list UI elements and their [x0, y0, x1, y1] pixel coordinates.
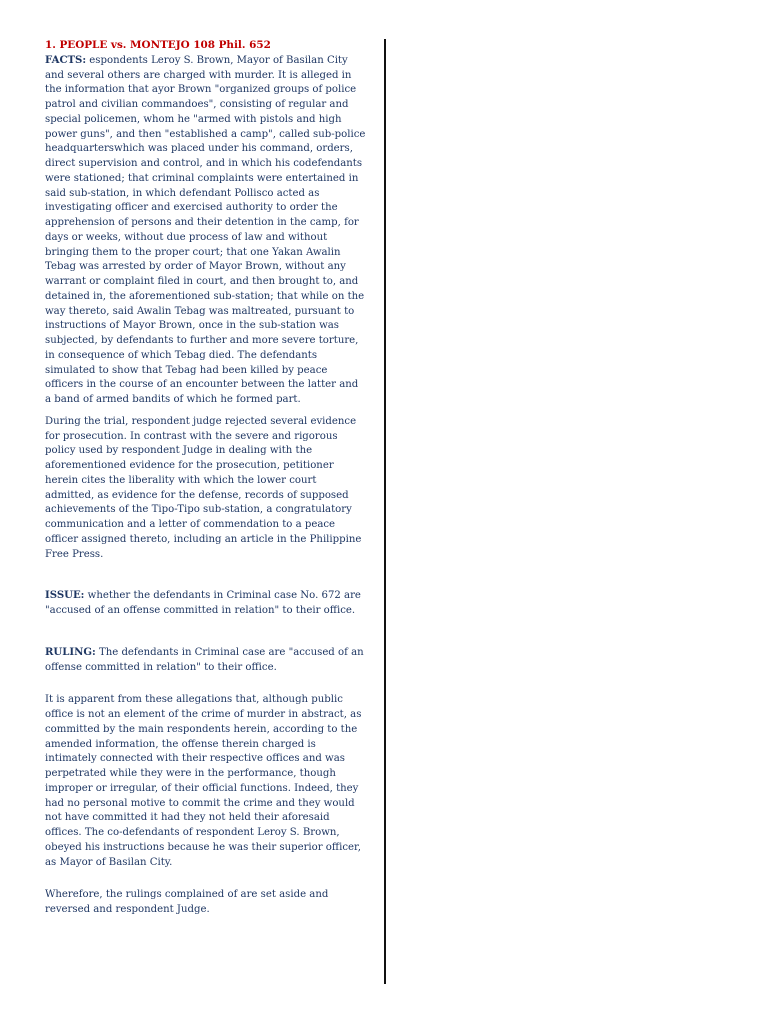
spacer [45, 870, 367, 888]
wherefore-paragraph: Wherefore, the rulings complained of are set aside and reversed and respondent Judge. [45, 889, 329, 915]
ruling-paragraph [45, 645, 367, 676]
document-column [45, 38, 367, 918]
spacer [45, 619, 367, 645]
spacer [45, 675, 367, 693]
issue-label: ISSUE: [45, 589, 85, 602]
spacer [45, 562, 367, 588]
apparent-paragraph: It is apparent from these allegations that, although public office is not an element of the crime of murder in abstract, as committed by the main respondents herein, according to the amended information, the offense therein charged is intimately connected with their respective offices and was perpetrated while they were in the performance, though improper or irregular, of their official functions. Indeed, they had no personal motive to commit the crime and they would not have committed it had they not held their aforesaid offices. The co-defendants of respondent Leroy S. Brown, obeyed his instructions because he was their superior officer, as Mayor of Basilan City. [45, 694, 362, 868]
issue-paragraph [45, 588, 367, 619]
facts-label: FACTS: [45, 53, 87, 66]
facts-text: espondents Leroy S. Brown, Mayor of Basilan City and several others are charged with murder. It is alleged in the information that ayor Brown "organized groups of police patrol and civilian commandoes", consisting of regular and special policemen, whom he "armed with pistols and high power guns", and then "established a camp", called sub-police headquarterswhich was placed under his command, orders, direct supervision and control, and in which his codefendants were stationed; that criminal complaints were entertained in said sub-station, in which defendant Pollisco acted as investigating officer and exercised authority to order the apprehension of persons and their detention in the camp, for days or weeks, without due process of law and without bringing them to the proper court; that one Yakan Awalin Tebag was arrested by order of Mayor Brown, without any warrant or complaint filed in court, and then brought to, and detained in, the aforementioned sub-station; that while on the way thereto, said Awalin Tebag was maltreated, pursuant to instructions of Mayor Brown, once in the sub-station was subjected, by defendants to further and more severe torture, in consequence of which Tebag died. The defendants simulated to show that Tebag had been killed by peace officers in the course of an encounter between the latter and a band of armed bandits of which he formed part. [45, 54, 366, 405]
column-divider [384, 39, 386, 984]
trial-paragraph: During the trial, respondent judge rejected several evidence for prosecution. In contrast with the severe and rigorous policy used by respondent Judge in dealing with the aforementioned evidence for the prosecution, petitioner herein cites the liberality with which the lower court admitted, as evidence for the defense, records of supposed achievements of the Tipo-Tipo sub-station, a congratulatory communication and a letter of commendation to a peace officer assigned thereto, including an article in the Philippine Free Press. [45, 415, 362, 560]
ruling-label: RULING: [45, 645, 96, 658]
spacer [45, 408, 367, 415]
case-title: 1. PEOPLE vs. MONTEJO 108 Phil. 652 [45, 39, 271, 51]
facts-paragraph [45, 53, 367, 408]
ruling-text: The defendants in Criminal case are "accused of an offense committed in relation" to their office. [45, 646, 364, 673]
issue-text: whether the defendants in Criminal case No. 672 are "accused of an offense committed in relation" to their office. [45, 590, 361, 616]
